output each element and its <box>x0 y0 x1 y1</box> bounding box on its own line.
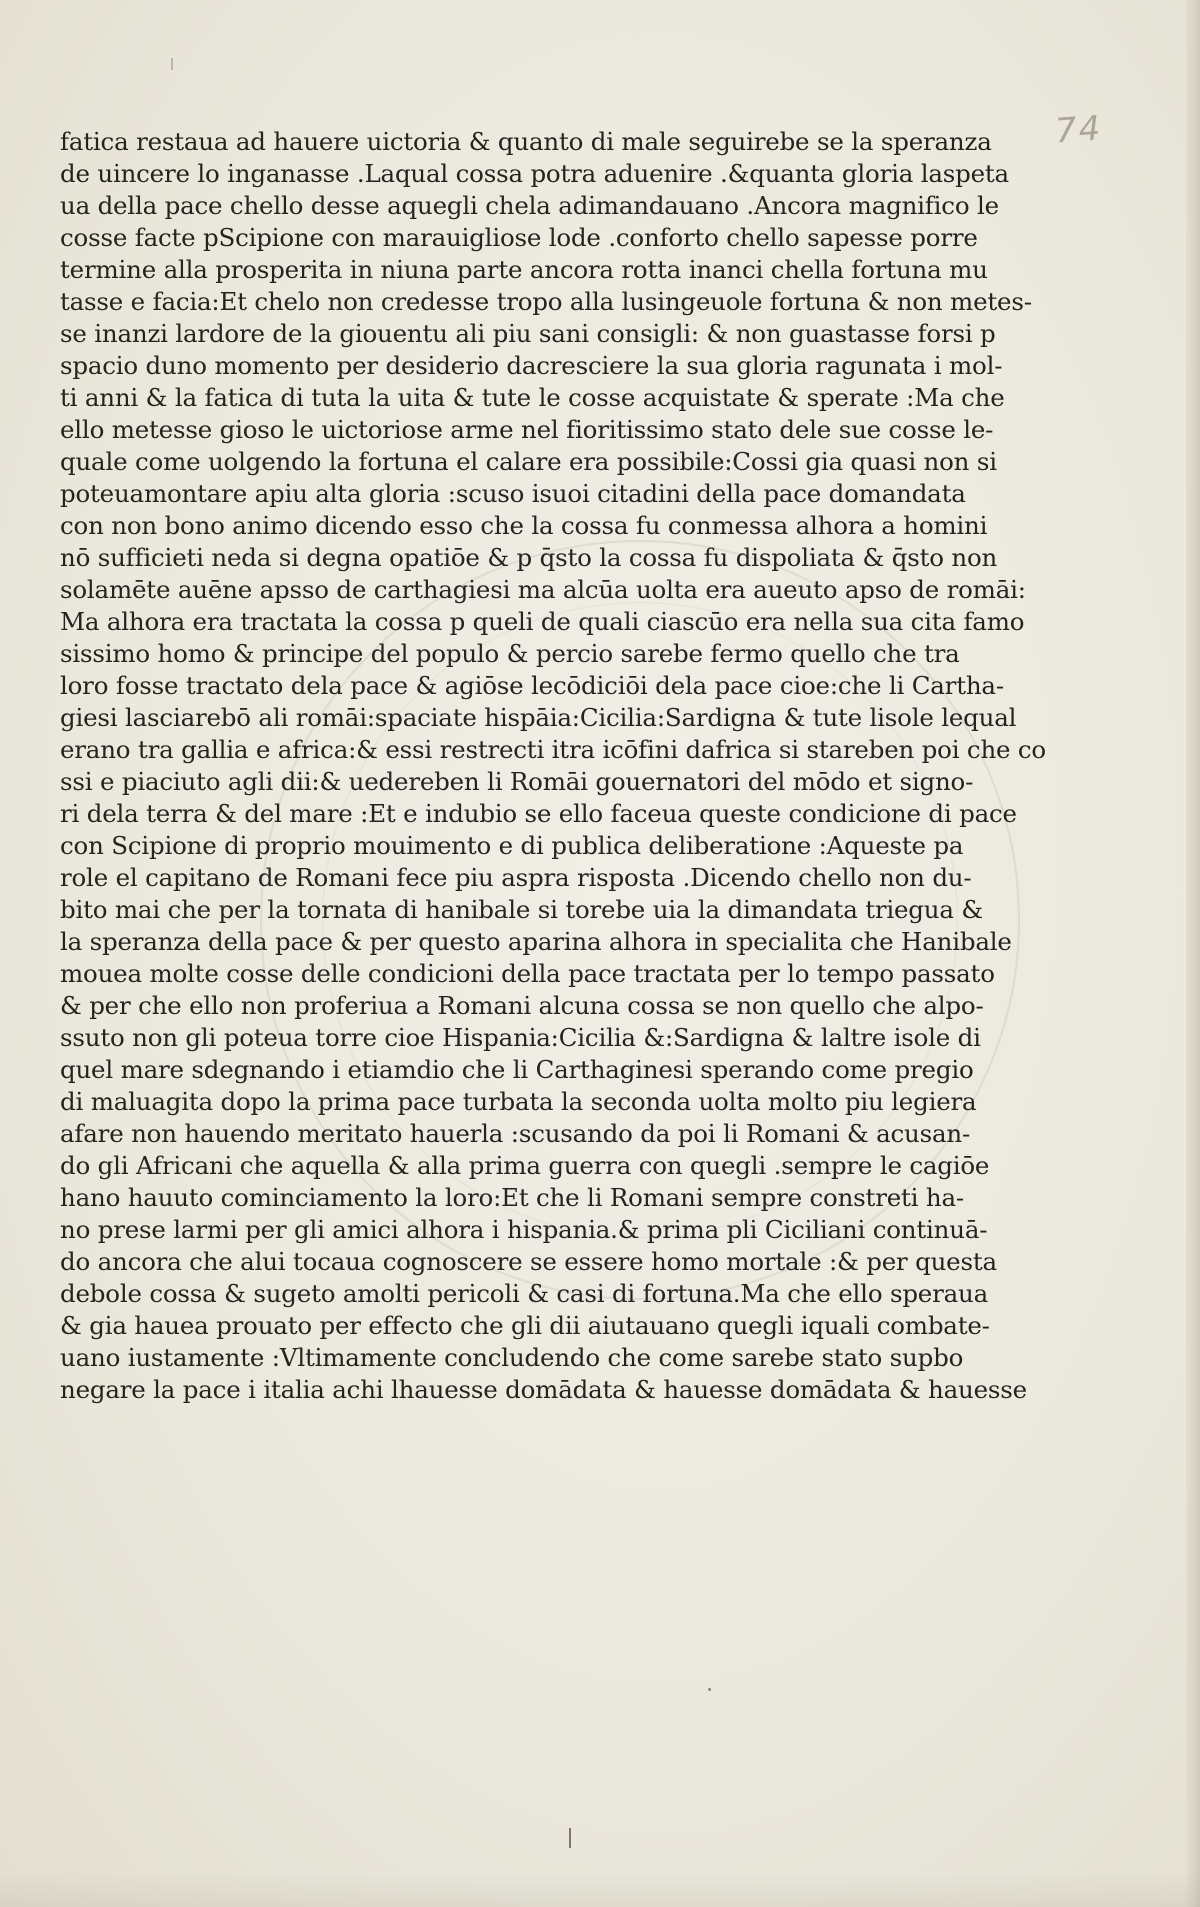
text-line: afare non hauendo meritato hauerla :scusando da poi li Romani & acusan- <box>60 1119 971 1148</box>
folio-number: 74 <box>1053 108 1104 152</box>
text-line: tasse e facia:Et chelo non credesse tropo alla lusingeuole fortuna & non metes- <box>60 287 1032 316</box>
text-line: loro fosse tractato dela pace & agiōse lecōdiciōi dela pace cioe:che li Cartha- <box>60 671 1004 700</box>
text-line: debole cossa & sugeto amolti pericoli & casi di fortuna.Ma che ello speraua <box>60 1279 989 1308</box>
paper-speck <box>171 58 173 70</box>
text-line: de uincere lo inganasse .Laqual cossa potra aduenire .&quanta gloria laspeta <box>60 159 1009 188</box>
text-line: do gli Africani che aquella & alla prima guerra con quegli .sempre le cagiōe <box>60 1151 990 1180</box>
text-line: ti anni & la fatica di tuta la uita & tute le cosse acquistate & sperate :Ma che <box>60 383 1005 412</box>
text-line: negare la pace i italia achi lhauesse domādata & hauesse domādata & hauesse <box>60 1375 1027 1404</box>
text-line: cosse facte pScipione con marauigliose lode .conforto chello sapesse porre <box>60 223 978 252</box>
text-line: solamēte auēne apsso de carthagiesi ma alcūa uolta era aueuto apso de romāi: <box>60 575 1026 604</box>
text-line: quel mare sdegnando i etiamdio che li Carthaginesi sperando come pregio <box>60 1055 974 1084</box>
text-line: sissimo homo & principe del populo & percio sarebe fermo quello che tra <box>60 639 960 668</box>
body-text <box>60 126 1046 1406</box>
text-line: poteuamontare apiu alta gloria :scuso isuoi citadini della pace domandata <box>60 479 966 508</box>
paper-speck <box>708 1688 711 1691</box>
page-edge <box>1186 0 1200 1907</box>
text-line: di maluagita dopo la prima pace turbata la seconda uolta molto piu legiera <box>60 1087 977 1116</box>
text-line: bito mai che per la tornata di hanibale si torebe uia la dimandata triegua & <box>60 895 983 924</box>
text-line: erano tra gallia e africa:& essi restrecti itra icōfini dafrica si stareben poi che co <box>60 735 1046 764</box>
text-line: fatica restaua ad hauere uictoria & quanto di male seguirebe se la speranza <box>60 127 992 156</box>
text-line: ri dela terra & del mare :Et e indubio se ello faceua queste condicione di pace <box>60 799 1017 828</box>
text-line: & per che ello non proferiua a Romani alcuna cossa se non quello che alpo- <box>60 991 984 1020</box>
text-line: Ma alhora era tractata la cossa p queli de quali ciascūo era nella sua cita famo <box>60 607 1025 636</box>
text-line: ua della pace chello desse aquegli chela adimandauano .Ancora magnifico le <box>60 191 999 220</box>
text-line: uano iustamente :Vltimamente concludendo che come sarebe stato supbo <box>60 1343 964 1372</box>
text-line: ssi e piaciuto agli dii:& uedereben li Romāi gouernatori del mōdo et signo- <box>60 767 974 796</box>
text-line: quale come uolgendo la fortuna el calare era possibile:Cossi gia quasi non si <box>60 447 997 476</box>
text-line: no prese larmi per gli amici alhora i hispania.& prima pli Ciciliani continuā- <box>60 1215 988 1244</box>
page-shadow <box>0 1871 1200 1907</box>
text-line: nō sufficieti neda si degna opatiōe & p q̄sto la cossa fu dispoliata & q̄sto non <box>60 543 998 572</box>
text-line: la speranza della pace & per questo aparina alhora in specialita che Hanibale <box>60 927 1012 956</box>
text-line: termine alla prosperita in niuna parte ancora rotta inanci chella fortuna mu <box>60 255 988 284</box>
text-line: & gia hauea prouato per effecto che gli dii aiutauano quegli iquali combate- <box>60 1311 990 1340</box>
text-line: ello metesse gioso le uictoriose arme nel fioritissimo stato dele sue cosse le- <box>60 415 994 444</box>
text-line: role el capitano de Romani fece piu aspra risposta .Dicendo chello non du- <box>60 863 972 892</box>
text-line: con non bono animo dicendo esso che la cossa fu conmessa alhora a homini <box>60 511 988 540</box>
text-line: mouea molte cosse delle condicioni della pace tractata per lo tempo passato <box>60 959 995 988</box>
text-line: con Scipione di proprio mouimento e di publica deliberatione :Aqueste pa <box>60 831 964 860</box>
text-line: giesi lasciarebō ali romāi:spaciate hispāia:Cicilia:Sardigna & tute lisole lequal <box>60 703 1017 732</box>
text-line: do ancora che alui tocaua cognoscere se essere homo mortale :& per questa <box>60 1247 997 1276</box>
paper-speck <box>569 1828 571 1848</box>
text-line: ssuto non gli poteua torre cioe Hispania:Cicilia &:Sardigna & laltre isole di <box>60 1023 981 1052</box>
text-line: hano hauuto cominciamento la loro:Et che li Romani sempre constreti ha- <box>60 1183 964 1212</box>
text-line: spacio duno momento per desiderio dacresciere la sua gloria ragunata i mol- <box>60 351 1003 380</box>
text-line: se inanzi lardore de la giouentu ali piu sani consigli: & non guastasse forsi p <box>60 319 996 348</box>
